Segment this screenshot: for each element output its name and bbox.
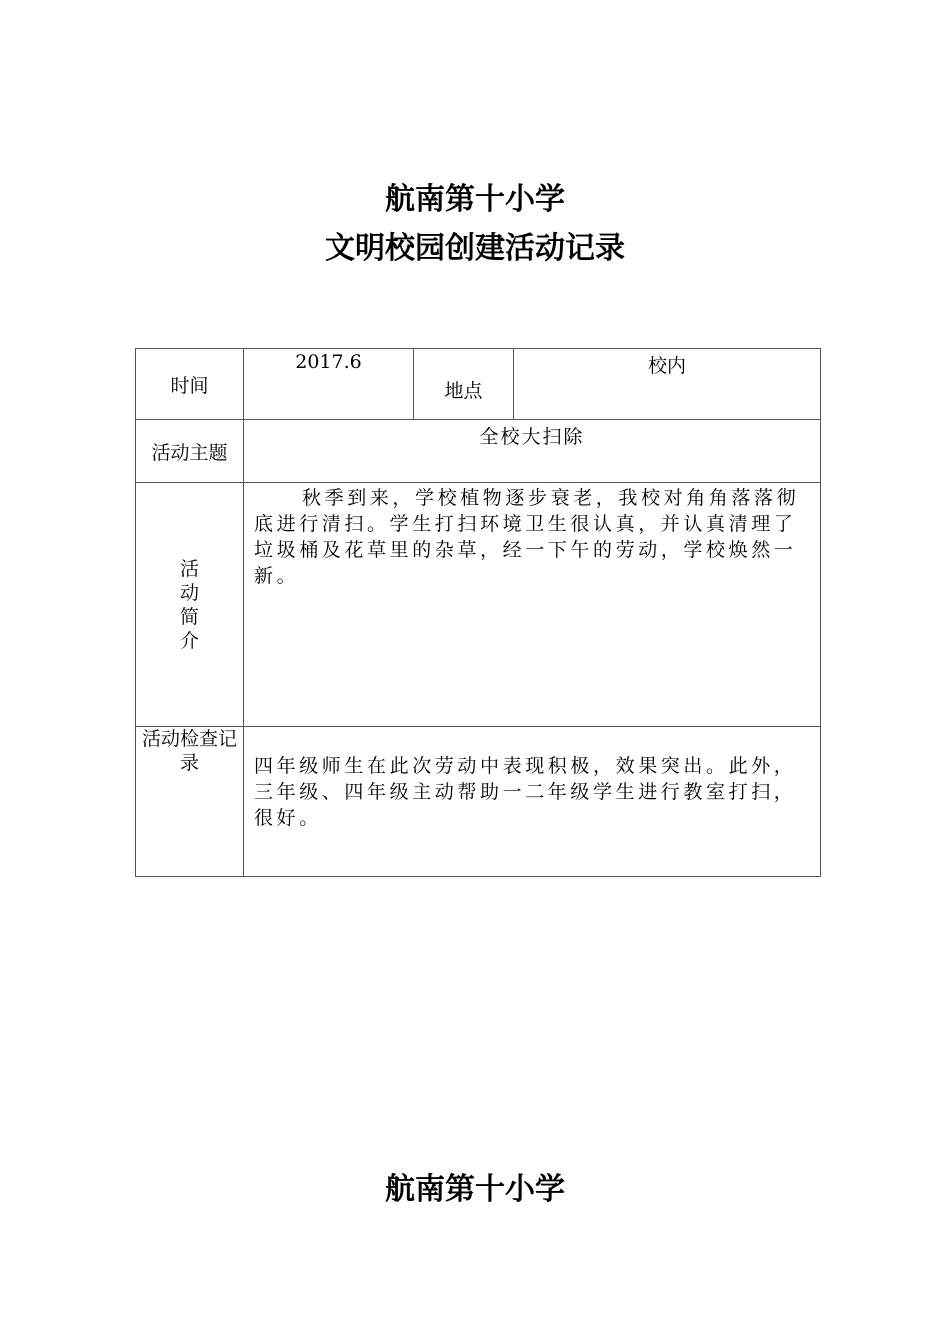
location-label: 地点 [414, 349, 514, 420]
theme-label: 活动主题 [136, 420, 244, 483]
next-page-school-name: 航南第十小学 [385, 1172, 565, 1207]
intro-label-char: 活 [179, 557, 199, 580]
intro-row [136, 483, 821, 727]
intro-label-char: 简 [179, 605, 199, 628]
theme-row [136, 420, 821, 483]
intro-label-char: 介 [179, 629, 199, 652]
time-label: 时间 [136, 349, 244, 420]
intro-text: 秋季到来，学校植物逐步衰老，我校对角角落落彻底进行清扫。学生打扫环境卫生很认真，并认真清理了垃圾桶及花草里的杂草，经一下午的劳动，学校焕然一新。 [244, 483, 821, 727]
location-value: 校内 [514, 349, 821, 420]
time-location-row [136, 349, 821, 420]
intro-label [136, 483, 244, 727]
theme-value: 全校大扫除 [244, 420, 821, 483]
check-text: 四年级师生在此次劳动中表现积极，效果突出。此外，三年级、四年级主动帮助一二年级学生进行教室打扫，很好。 [244, 727, 821, 877]
school-name: 航南第十小学 [385, 182, 565, 217]
check-row [136, 727, 821, 877]
record-title: 文明校园创建活动记录 [325, 231, 625, 266]
check-label: 活动检查记录 [136, 727, 244, 877]
intro-label-char: 动 [179, 581, 199, 604]
time-value: 2017.6 [244, 349, 414, 420]
activity-record-table [135, 348, 821, 877]
